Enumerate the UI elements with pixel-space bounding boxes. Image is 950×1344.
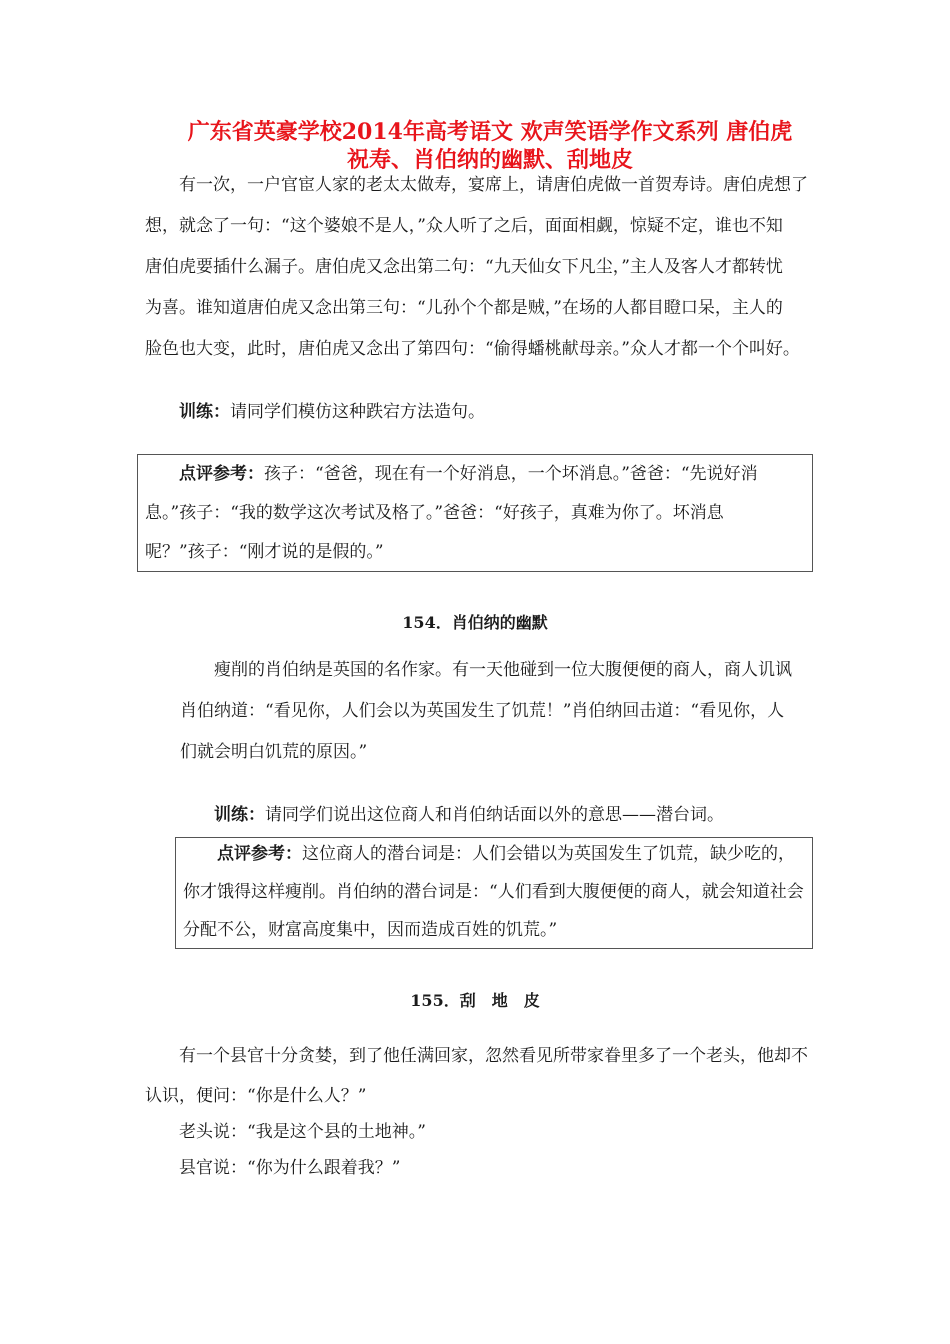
comment-box-2 <box>175 837 813 949</box>
story-line: 脸色也大变，此时，唐伯虎又念出了第四句：“偷得蟠桃献母亲。”众人才都一个个叫好。 <box>145 339 800 359</box>
story-line: 县官说：“你为什么跟着我？” <box>179 1158 401 1178</box>
story-shaw <box>180 650 810 773</box>
title-line-2: 祝寿、肖伯纳的幽默、刮地皮 <box>346 147 633 173</box>
training-text: 请同学们模仿这种跌宕方法造句。 <box>230 402 485 422</box>
story-line: 有一个县官十分贪婪，到了他任满回家，忽然看见所带家眷里多了一个老头，他却不 <box>179 1046 808 1066</box>
comment-label: 点评参考： <box>217 844 302 864</box>
story-line: 认识，便问：“你是什么人？” <box>145 1086 367 1106</box>
training-1 <box>145 392 810 433</box>
story-line: 肖伯纳道：“看见你，人们会以为英国发生了饥荒！”肖伯纳回击道：“看见你，人 <box>180 701 785 721</box>
comment-label: 点评参考： <box>179 464 264 484</box>
title-line-1: 广东省英豪学校2014年高考语文 欢声笑语学作文系列 唐伯虎 <box>187 119 793 145</box>
story-line: 为喜。谁知道唐伯虎又念出第三句：“儿孙个个都是贼，”在场的人都目瞪口呆，主人的 <box>145 298 783 318</box>
comment-line: 分配不公，财富高度集中，因而造成百姓的饥荒。” <box>183 920 558 940</box>
story-tang-bohu <box>145 165 810 370</box>
comment-line: 息。”孩子：“我的数学这次考试及格了。”爸爸：“好孩子，真难为你了。坏消息 <box>145 503 724 523</box>
comment-box-1 <box>137 454 813 572</box>
section-heading-154: 154．肖伯纳的幽默 <box>402 613 548 632</box>
comment-line: 呢？”孩子：“刚才说的是假的。” <box>145 542 384 562</box>
training-label: 训练： <box>214 805 265 825</box>
comment-text: 这位商人的潜台词是：人们会错以为英国发生了饥荒，缺少吃的， <box>302 844 795 864</box>
story-line: 有一次，一户官宦人家的老太太做寿，宴席上，请唐伯虎做一首贺寿诗。唐伯虎想了 <box>179 175 808 195</box>
story-line: 唐伯虎要插什么漏子。唐伯虎又念出第二句：“九天仙女下凡尘，”主人及客人才都转忧 <box>145 257 783 277</box>
story-line: 老头说：“我是这个县的土地神。” <box>179 1122 426 1142</box>
comment-text: 孩子：“爸爸，现在有一个好消息，一个坏消息。”爸爸：“先说好消 <box>264 464 758 484</box>
section-heading-155: 155．刮 地 皮 <box>410 991 540 1010</box>
story-line: 瘦削的肖伯纳是英国的名作家。有一天他碰到一位大腹便便的商人，商人讥讽 <box>214 660 792 680</box>
training-text: 请同学们说出这位商人和肖伯纳话面以外的意思——潜台词。 <box>265 805 724 825</box>
story-line: 想，就念了一句：“这个婆娘不是人，”众人听了之后，面面相觑，惊疑不定，谁也不知 <box>145 216 783 236</box>
training-label: 训练： <box>179 402 230 422</box>
story-scrape-land <box>145 1034 810 1186</box>
comment-line: 你才饿得这样瘦削。肖伯纳的潜台词是：“人们看到大腹便便的商人，就会知道社会 <box>183 882 804 902</box>
story-line: 们就会明白饥荒的原因。” <box>180 742 368 762</box>
training-2 <box>180 795 810 836</box>
